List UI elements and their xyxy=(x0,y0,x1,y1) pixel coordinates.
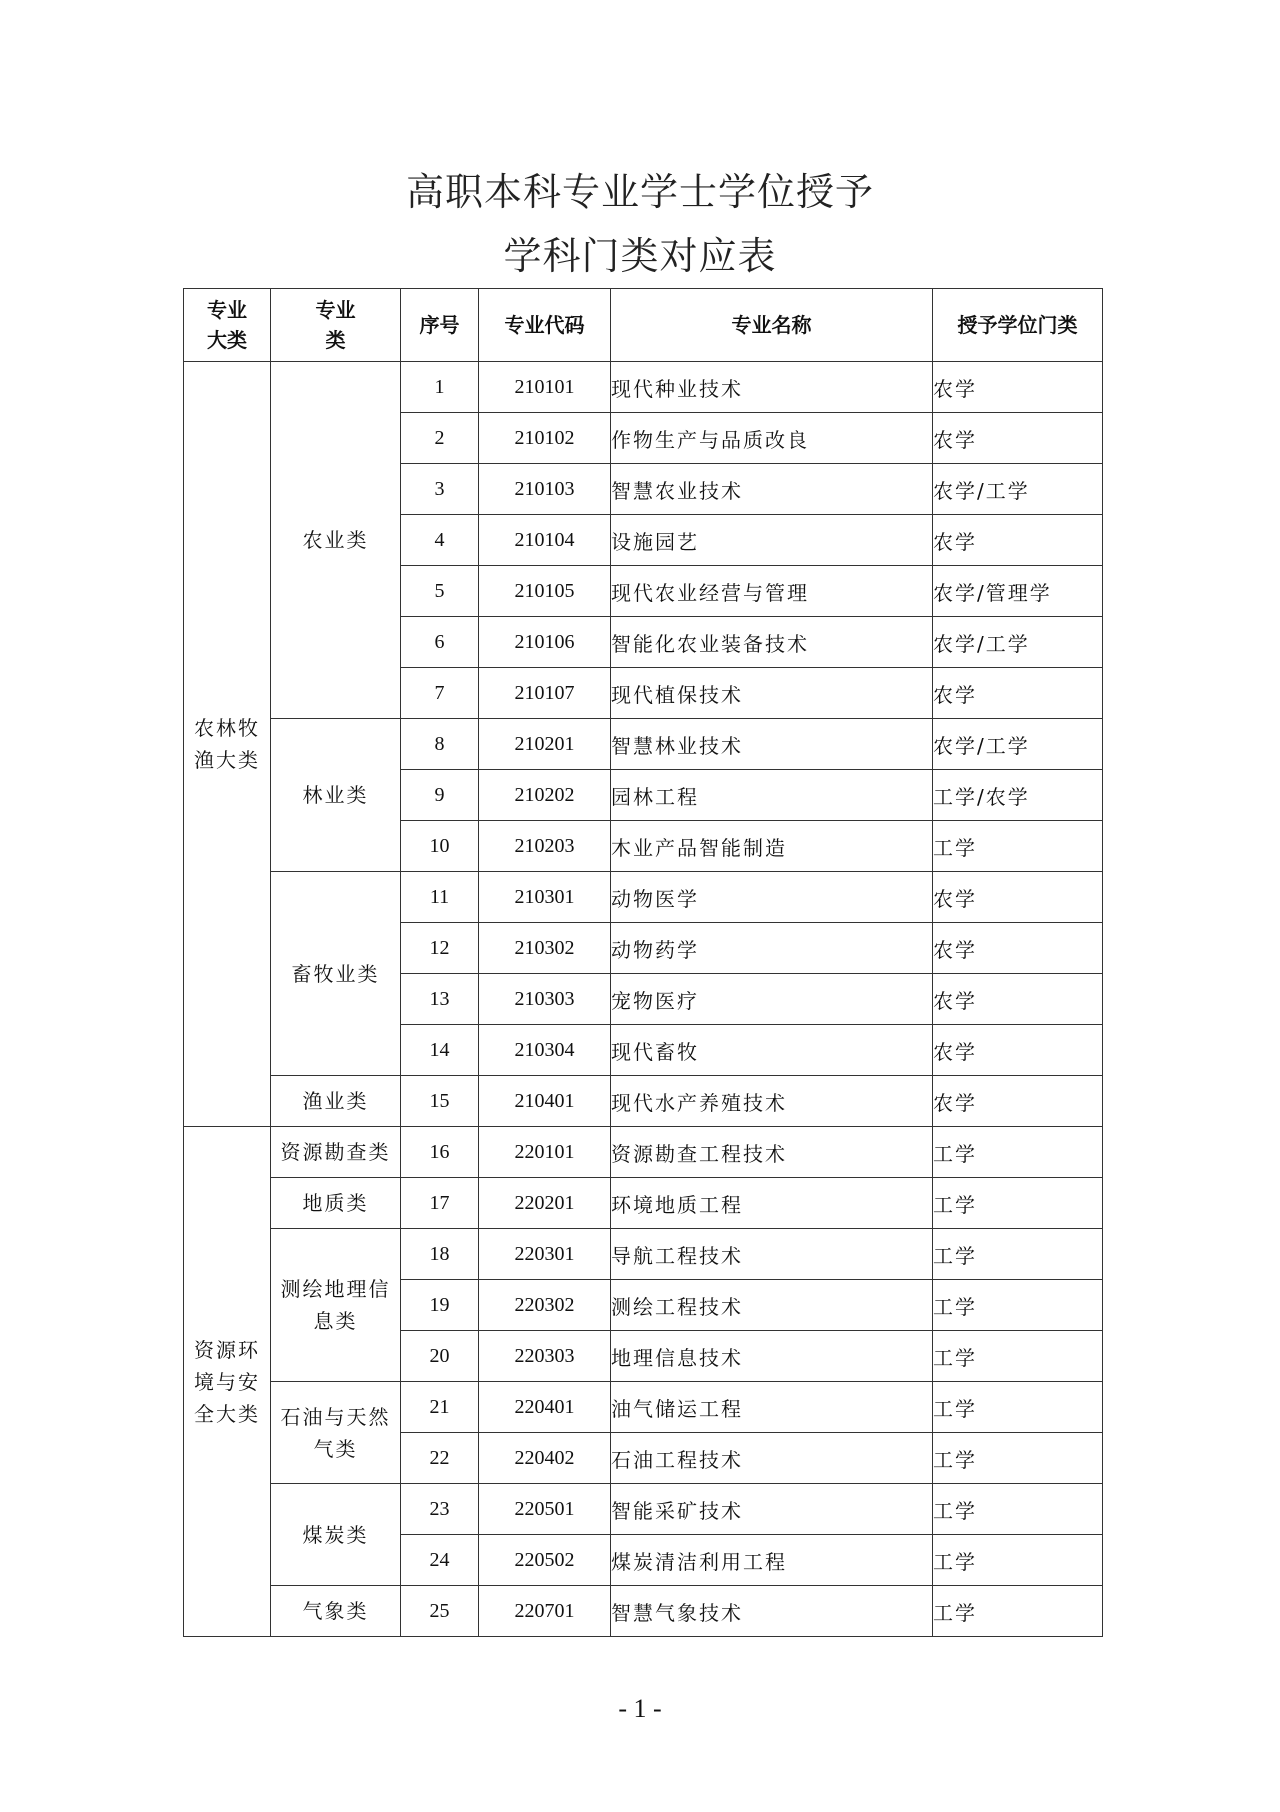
degree-cell: 工学 xyxy=(933,1535,1103,1586)
code-cell: 210301 xyxy=(479,872,611,923)
degree-cell: 农学 xyxy=(933,974,1103,1025)
subcategory-cell: 石油与天然 气类 xyxy=(271,1382,401,1484)
number-cell: 25 xyxy=(401,1586,479,1637)
table-row xyxy=(184,362,1103,413)
number-cell: 14 xyxy=(401,1025,479,1076)
degree-cell: 工学 xyxy=(933,1586,1103,1637)
major-name-cell: 智能采矿技术 xyxy=(611,1484,933,1535)
major-name-cell: 智慧林业技术 xyxy=(611,719,933,770)
category-cell: 农林牧 渔大类 xyxy=(184,362,271,1127)
degree-cell: 农学/工学 xyxy=(933,617,1103,668)
table-row xyxy=(184,1127,1103,1178)
major-name-cell: 石油工程技术 xyxy=(611,1433,933,1484)
major-name-cell: 现代农业经营与管理 xyxy=(611,566,933,617)
major-name-cell: 设施园艺 xyxy=(611,515,933,566)
major-name-cell: 木业产品智能制造 xyxy=(611,821,933,872)
code-cell: 210107 xyxy=(479,668,611,719)
degree-cell: 工学 xyxy=(933,1229,1103,1280)
header-name: 专业名称 xyxy=(611,289,933,362)
number-cell: 4 xyxy=(401,515,479,566)
degree-cell: 工学 xyxy=(933,1280,1103,1331)
major-name-cell: 现代植保技术 xyxy=(611,668,933,719)
degree-cell: 农学 xyxy=(933,923,1103,974)
major-name-cell: 园林工程 xyxy=(611,770,933,821)
page-number: - 1 - xyxy=(618,1694,662,1723)
table-row xyxy=(184,719,1103,770)
major-name-cell: 宠物医疗 xyxy=(611,974,933,1025)
header-subcategory-line2: 类 xyxy=(325,328,346,352)
table-row xyxy=(184,872,1103,923)
number-cell: 19 xyxy=(401,1280,479,1331)
code-cell: 210201 xyxy=(479,719,611,770)
code-cell: 220302 xyxy=(479,1280,611,1331)
header-category-line1: 专业 xyxy=(207,298,247,322)
major-name-cell: 地理信息技术 xyxy=(611,1331,933,1382)
subcategory-cell: 林业类 xyxy=(271,719,401,872)
subcategory-cell: 测绘地理信 息类 xyxy=(271,1229,401,1382)
code-cell: 210401 xyxy=(479,1076,611,1127)
table-row xyxy=(184,1586,1103,1637)
degree-cell: 农学 xyxy=(933,362,1103,413)
degree-cell: 农学 xyxy=(933,413,1103,464)
table-row xyxy=(184,1178,1103,1229)
major-name-cell: 测绘工程技术 xyxy=(611,1280,933,1331)
number-cell: 13 xyxy=(401,974,479,1025)
header-category xyxy=(184,289,271,362)
major-name-cell: 动物医学 xyxy=(611,872,933,923)
number-cell: 10 xyxy=(401,821,479,872)
major-name-cell: 环境地质工程 xyxy=(611,1178,933,1229)
degree-cell: 工学 xyxy=(933,1433,1103,1484)
degree-cell: 工学/农学 xyxy=(933,770,1103,821)
major-name-cell: 现代畜牧 xyxy=(611,1025,933,1076)
header-category-line2: 大类 xyxy=(207,328,247,352)
code-cell: 220301 xyxy=(479,1229,611,1280)
major-name-cell: 煤炭清洁利用工程 xyxy=(611,1535,933,1586)
category-cell: 资源环 境与安 全大类 xyxy=(184,1127,271,1637)
degree-cell: 农学/工学 xyxy=(933,464,1103,515)
degree-cell: 工学 xyxy=(933,1178,1103,1229)
code-cell: 220502 xyxy=(479,1535,611,1586)
degree-cell: 工学 xyxy=(933,1382,1103,1433)
code-cell: 220303 xyxy=(479,1331,611,1382)
number-cell: 6 xyxy=(401,617,479,668)
major-name-cell: 资源勘查工程技术 xyxy=(611,1127,933,1178)
table-body xyxy=(184,362,1103,1637)
code-cell: 210203 xyxy=(479,821,611,872)
number-cell: 20 xyxy=(401,1331,479,1382)
code-cell: 210104 xyxy=(479,515,611,566)
major-name-cell: 作物生产与品质改良 xyxy=(611,413,933,464)
number-cell: 18 xyxy=(401,1229,479,1280)
number-cell: 17 xyxy=(401,1178,479,1229)
code-cell: 220701 xyxy=(479,1586,611,1637)
number-cell: 1 xyxy=(401,362,479,413)
header-number: 序号 xyxy=(401,289,479,362)
degree-mapping-table xyxy=(183,288,1103,1637)
subcategory-cell: 气象类 xyxy=(271,1586,401,1637)
number-cell: 11 xyxy=(401,872,479,923)
major-name-cell: 现代水产养殖技术 xyxy=(611,1076,933,1127)
code-cell: 210102 xyxy=(479,413,611,464)
number-cell: 2 xyxy=(401,413,479,464)
number-cell: 5 xyxy=(401,566,479,617)
major-name-cell: 动物药学 xyxy=(611,923,933,974)
degree-cell: 农学 xyxy=(933,872,1103,923)
number-cell: 15 xyxy=(401,1076,479,1127)
table-row xyxy=(184,1076,1103,1127)
code-cell: 210303 xyxy=(479,974,611,1025)
degree-cell: 农学 xyxy=(933,1076,1103,1127)
page-title: 高职本科专业学士学位授予 xyxy=(405,170,874,214)
number-cell: 3 xyxy=(401,464,479,515)
number-cell: 7 xyxy=(401,668,479,719)
number-cell: 9 xyxy=(401,770,479,821)
major-name-cell: 智慧气象技术 xyxy=(611,1586,933,1637)
major-name-cell: 现代种业技术 xyxy=(611,362,933,413)
number-cell: 24 xyxy=(401,1535,479,1586)
major-name-cell: 智慧农业技术 xyxy=(611,464,933,515)
number-cell: 23 xyxy=(401,1484,479,1535)
degree-cell: 农学/工学 xyxy=(933,719,1103,770)
number-cell: 22 xyxy=(401,1433,479,1484)
degree-cell: 工学 xyxy=(933,1331,1103,1382)
subcategory-cell: 畜牧业类 xyxy=(271,872,401,1076)
degree-cell: 工学 xyxy=(933,1127,1103,1178)
degree-cell: 农学 xyxy=(933,1025,1103,1076)
code-cell: 210105 xyxy=(479,566,611,617)
subcategory-cell: 煤炭类 xyxy=(271,1484,401,1586)
subcategory-cell: 资源勘查类 xyxy=(271,1127,401,1178)
code-cell: 220101 xyxy=(479,1127,611,1178)
code-cell: 210302 xyxy=(479,923,611,974)
major-name-cell: 导航工程技术 xyxy=(611,1229,933,1280)
degree-cell: 工学 xyxy=(933,1484,1103,1535)
code-cell: 210103 xyxy=(479,464,611,515)
header-degree: 授予学位门类 xyxy=(933,289,1103,362)
code-cell: 210106 xyxy=(479,617,611,668)
header-subcategory-line1: 专业 xyxy=(315,298,356,322)
table-row xyxy=(184,1382,1103,1433)
degree-cell: 农学 xyxy=(933,668,1103,719)
subcategory-cell: 地质类 xyxy=(271,1178,401,1229)
code-cell: 210304 xyxy=(479,1025,611,1076)
table-row xyxy=(184,1229,1103,1280)
code-cell: 220501 xyxy=(479,1484,611,1535)
subcategory-cell: 农业类 xyxy=(271,362,401,719)
code-cell: 220201 xyxy=(479,1178,611,1229)
code-cell: 210202 xyxy=(479,770,611,821)
number-cell: 8 xyxy=(401,719,479,770)
major-name-cell: 油气储运工程 xyxy=(611,1382,933,1433)
table-header-row xyxy=(184,289,1103,362)
major-name-cell: 智能化农业装备技术 xyxy=(611,617,933,668)
header-subcategory xyxy=(271,289,401,362)
number-cell: 16 xyxy=(401,1127,479,1178)
table-row xyxy=(184,1484,1103,1535)
number-cell: 12 xyxy=(401,923,479,974)
code-cell: 220401 xyxy=(479,1382,611,1433)
code-cell: 210101 xyxy=(479,362,611,413)
page-subtitle: 学科门类对应表 xyxy=(503,234,777,278)
code-cell: 220402 xyxy=(479,1433,611,1484)
subcategory-cell: 渔业类 xyxy=(271,1076,401,1127)
degree-cell: 农学/管理学 xyxy=(933,566,1103,617)
number-cell: 21 xyxy=(401,1382,479,1433)
degree-cell: 工学 xyxy=(933,821,1103,872)
degree-cell: 农学 xyxy=(933,515,1103,566)
header-code: 专业代码 xyxy=(479,289,611,362)
